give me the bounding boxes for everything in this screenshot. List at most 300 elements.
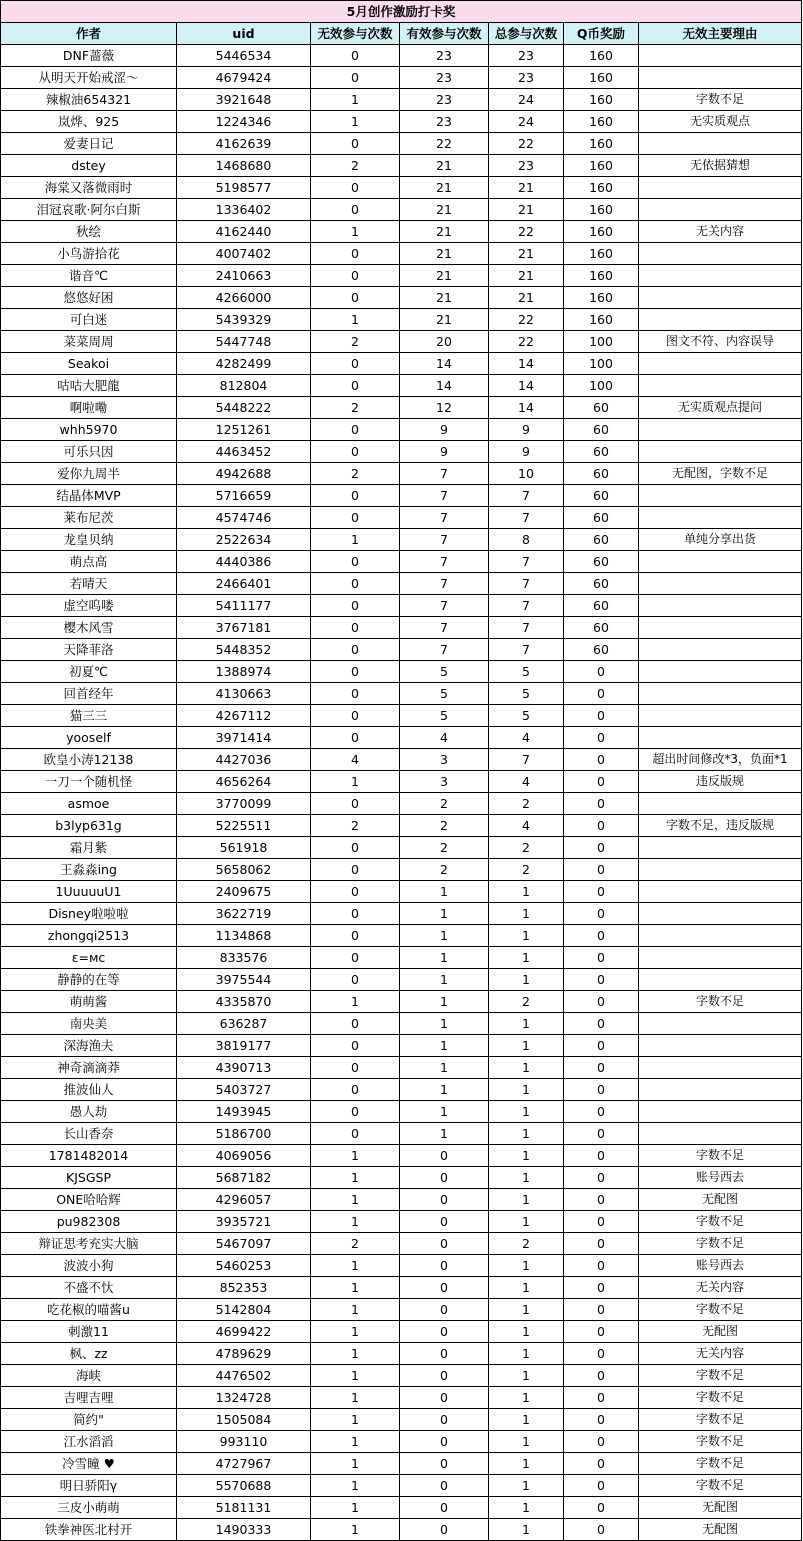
table-row <box>1 1277 802 1299</box>
reason-cell: 无配图 <box>639 1321 802 1343</box>
valid-count-cell: 1 <box>400 1035 489 1057</box>
qcoin-cell: 60 <box>564 441 639 463</box>
reason-cell <box>639 859 802 881</box>
valid-count-cell: 1 <box>400 1013 489 1035</box>
author-cell: 樱木风雪 <box>1 617 177 639</box>
qcoin-cell: 0 <box>564 991 639 1013</box>
table-row <box>1 661 802 683</box>
invalid-count-cell: 0 <box>311 727 400 749</box>
invalid-count-cell: 1 <box>311 1255 400 1277</box>
qcoin-cell: 0 <box>564 859 639 881</box>
table-row <box>1 397 802 419</box>
table-row <box>1 1057 802 1079</box>
valid-count-cell: 2 <box>400 859 489 881</box>
total-count-cell: 7 <box>489 507 564 529</box>
author-cell: 静静的在等 <box>1 969 177 991</box>
author-cell: 吉哩吉哩 <box>1 1387 177 1409</box>
reason-cell: 字数不足 <box>639 1211 802 1233</box>
author-cell: 从明天开始戒涩～ <box>1 67 177 89</box>
total-count-cell: 1 <box>489 1409 564 1431</box>
valid-count-cell: 1 <box>400 1123 489 1145</box>
qcoin-cell: 0 <box>564 683 639 705</box>
column-header-invalid-count: 无效参与次数 <box>311 23 400 45</box>
reason-cell <box>639 617 802 639</box>
author-cell: 谐音℃ <box>1 265 177 287</box>
reason-cell <box>639 1057 802 1079</box>
uid-cell: 2466401 <box>177 573 311 595</box>
table-row <box>1 111 802 133</box>
valid-count-cell: 21 <box>400 287 489 309</box>
total-count-cell: 1 <box>489 1343 564 1365</box>
table-row <box>1 1211 802 1233</box>
uid-cell: 1490333 <box>177 1519 311 1541</box>
valid-count-cell: 3 <box>400 771 489 793</box>
table-row <box>1 155 802 177</box>
invalid-count-cell: 0 <box>311 353 400 375</box>
invalid-count-cell: 0 <box>311 705 400 727</box>
author-cell: 明日骄阳γ <box>1 1475 177 1497</box>
author-cell: 猫三三 <box>1 705 177 727</box>
total-count-cell: 1 <box>489 1123 564 1145</box>
author-cell: 海峡 <box>1 1365 177 1387</box>
uid-cell: 4296057 <box>177 1189 311 1211</box>
table-row <box>1 1299 802 1321</box>
total-count-cell: 14 <box>489 397 564 419</box>
uid-cell: 4162440 <box>177 221 311 243</box>
table-row <box>1 639 802 661</box>
author-cell: 简约" <box>1 1409 177 1431</box>
qcoin-cell: 0 <box>564 1343 639 1365</box>
qcoin-cell: 0 <box>564 925 639 947</box>
total-count-cell: 21 <box>489 177 564 199</box>
uid-cell: 5448222 <box>177 397 311 419</box>
invalid-count-cell: 0 <box>311 243 400 265</box>
total-count-cell: 1 <box>489 1497 564 1519</box>
valid-count-cell: 7 <box>400 507 489 529</box>
qcoin-cell: 160 <box>564 265 639 287</box>
qcoin-cell: 60 <box>564 617 639 639</box>
valid-count-cell: 22 <box>400 133 489 155</box>
author-cell: 江水滔滔 <box>1 1431 177 1453</box>
qcoin-cell: 0 <box>564 793 639 815</box>
qcoin-cell: 0 <box>564 1321 639 1343</box>
author-cell: 咕咕大肥龍 <box>1 375 177 397</box>
valid-count-cell: 7 <box>400 595 489 617</box>
qcoin-cell: 60 <box>564 573 639 595</box>
qcoin-cell: 60 <box>564 507 639 529</box>
reason-cell <box>639 375 802 397</box>
valid-count-cell: 2 <box>400 793 489 815</box>
invalid-count-cell: 0 <box>311 177 400 199</box>
table-row <box>1 221 802 243</box>
uid-cell: 5570688 <box>177 1475 311 1497</box>
qcoin-cell: 0 <box>564 1079 639 1101</box>
reason-cell <box>639 551 802 573</box>
qcoin-cell: 160 <box>564 243 639 265</box>
total-count-cell: 1 <box>489 1453 564 1475</box>
uid-cell: 1388974 <box>177 661 311 683</box>
qcoin-cell: 0 <box>564 1255 639 1277</box>
invalid-count-cell: 0 <box>311 683 400 705</box>
table-row <box>1 45 802 67</box>
uid-cell: 5186700 <box>177 1123 311 1145</box>
author-cell: 吃花椒的喵酱u <box>1 1299 177 1321</box>
table-row <box>1 595 802 617</box>
total-count-cell: 2 <box>489 837 564 859</box>
uid-cell: 4727967 <box>177 1453 311 1475</box>
valid-count-cell: 0 <box>400 1409 489 1431</box>
valid-count-cell: 7 <box>400 573 489 595</box>
table-row <box>1 1519 802 1541</box>
valid-count-cell: 1 <box>400 903 489 925</box>
reason-cell <box>639 45 802 67</box>
uid-cell: 1336402 <box>177 199 311 221</box>
author-cell: 天降菲洛 <box>1 639 177 661</box>
invalid-count-cell: 0 <box>311 969 400 991</box>
uid-cell: 4463452 <box>177 441 311 463</box>
author-cell: 啊啦嘞 <box>1 397 177 419</box>
valid-count-cell: 23 <box>400 89 489 111</box>
invalid-count-cell: 0 <box>311 551 400 573</box>
uid-cell: 5460253 <box>177 1255 311 1277</box>
table-title: 5月创作激励打卡奖 <box>1 1 802 23</box>
qcoin-cell: 0 <box>564 771 639 793</box>
qcoin-cell: 0 <box>564 1189 639 1211</box>
uid-cell: 5142804 <box>177 1299 311 1321</box>
uid-cell: 5687182 <box>177 1167 311 1189</box>
uid-cell: 636287 <box>177 1013 311 1035</box>
qcoin-cell: 0 <box>564 1519 639 1541</box>
total-count-cell: 1 <box>489 1167 564 1189</box>
uid-cell: 4699422 <box>177 1321 311 1343</box>
invalid-count-cell: 1 <box>311 1387 400 1409</box>
total-count-cell: 1 <box>489 925 564 947</box>
uid-cell: 1468680 <box>177 155 311 177</box>
reason-cell: 无依据猜想 <box>639 155 802 177</box>
table-row <box>1 1233 802 1255</box>
author-cell: dstey <box>1 155 177 177</box>
qcoin-cell: 0 <box>564 1013 639 1035</box>
total-count-cell: 21 <box>489 243 564 265</box>
reason-cell: 单纯分享出货 <box>639 529 802 551</box>
reason-cell: 无关内容 <box>639 1277 802 1299</box>
invalid-count-cell: 0 <box>311 287 400 309</box>
author-cell: 霜月紫 <box>1 837 177 859</box>
valid-count-cell: 4 <box>400 727 489 749</box>
invalid-count-cell: 0 <box>311 1057 400 1079</box>
invalid-count-cell: 0 <box>311 441 400 463</box>
valid-count-cell: 14 <box>400 353 489 375</box>
table-row <box>1 793 802 815</box>
invalid-count-cell: 1 <box>311 1343 400 1365</box>
author-cell: 菜菜周周 <box>1 331 177 353</box>
uid-cell: 561918 <box>177 837 311 859</box>
invalid-count-cell: 1 <box>311 1497 400 1519</box>
reason-cell <box>639 309 802 331</box>
reason-cell <box>639 265 802 287</box>
table-row <box>1 485 802 507</box>
author-cell: 枫、zz <box>1 1343 177 1365</box>
author-cell: 海棠又落微雨时 <box>1 177 177 199</box>
total-count-cell: 1 <box>489 1145 564 1167</box>
qcoin-cell: 0 <box>564 881 639 903</box>
qcoin-cell: 60 <box>564 397 639 419</box>
valid-count-cell: 0 <box>400 1211 489 1233</box>
table-row <box>1 67 802 89</box>
total-count-cell: 1 <box>489 969 564 991</box>
qcoin-cell: 0 <box>564 947 639 969</box>
valid-count-cell: 0 <box>400 1431 489 1453</box>
uid-cell: 3767181 <box>177 617 311 639</box>
table-row <box>1 903 802 925</box>
total-count-cell: 7 <box>489 551 564 573</box>
total-count-cell: 23 <box>489 45 564 67</box>
uid-cell: 2410663 <box>177 265 311 287</box>
valid-count-cell: 14 <box>400 375 489 397</box>
total-count-cell: 22 <box>489 221 564 243</box>
reason-cell: 图文不符、内容误导 <box>639 331 802 353</box>
uid-cell: 4440386 <box>177 551 311 573</box>
valid-count-cell: 7 <box>400 463 489 485</box>
invalid-count-cell: 1 <box>311 1409 400 1431</box>
qcoin-cell: 160 <box>564 221 639 243</box>
total-count-cell: 23 <box>489 155 564 177</box>
reason-cell <box>639 661 802 683</box>
uid-cell: 4267112 <box>177 705 311 727</box>
column-header-uid: uid <box>177 23 311 45</box>
total-count-cell: 14 <box>489 375 564 397</box>
reason-cell <box>639 837 802 859</box>
valid-count-cell: 7 <box>400 529 489 551</box>
reason-cell: 字数不足 <box>639 1145 802 1167</box>
author-cell: 结晶体MVP <box>1 485 177 507</box>
uid-cell: 4266000 <box>177 287 311 309</box>
table-row <box>1 199 802 221</box>
author-cell: 回首经年 <box>1 683 177 705</box>
reason-cell <box>639 727 802 749</box>
uid-cell: 812804 <box>177 375 311 397</box>
invalid-count-cell: 1 <box>311 1321 400 1343</box>
table-row <box>1 1475 802 1497</box>
total-count-cell: 1 <box>489 1365 564 1387</box>
table-row <box>1 265 802 287</box>
valid-count-cell: 0 <box>400 1167 489 1189</box>
reason-cell <box>639 947 802 969</box>
invalid-count-cell: 1 <box>311 221 400 243</box>
valid-count-cell: 0 <box>400 1277 489 1299</box>
reason-cell: 账号西去 <box>639 1167 802 1189</box>
author-cell: 爱你九周半 <box>1 463 177 485</box>
valid-count-cell: 1 <box>400 969 489 991</box>
total-count-cell: 1 <box>489 1255 564 1277</box>
qcoin-cell: 0 <box>564 1365 639 1387</box>
invalid-count-cell: 0 <box>311 859 400 881</box>
reason-cell <box>639 441 802 463</box>
table-row <box>1 1409 802 1431</box>
reason-cell: 无实质观点 <box>639 111 802 133</box>
author-cell: 南央美 <box>1 1013 177 1035</box>
invalid-count-cell: 1 <box>311 89 400 111</box>
uid-cell: 4427036 <box>177 749 311 771</box>
reason-cell <box>639 683 802 705</box>
total-count-cell: 1 <box>489 1519 564 1541</box>
valid-count-cell: 23 <box>400 67 489 89</box>
reason-cell <box>639 969 802 991</box>
qcoin-cell: 0 <box>564 1409 639 1431</box>
reason-cell <box>639 243 802 265</box>
reason-cell: 违反版规 <box>639 771 802 793</box>
valid-count-cell: 12 <box>400 397 489 419</box>
table-row <box>1 1145 802 1167</box>
qcoin-cell: 0 <box>564 1233 639 1255</box>
author-cell: whh5970 <box>1 419 177 441</box>
invalid-count-cell: 0 <box>311 45 400 67</box>
table-row <box>1 89 802 111</box>
uid-cell: 5181131 <box>177 1497 311 1519</box>
invalid-count-cell: 1 <box>311 309 400 331</box>
reason-cell: 账号西去 <box>639 1255 802 1277</box>
table-row <box>1 815 802 837</box>
invalid-count-cell: 0 <box>311 793 400 815</box>
author-cell: 不盛不忕 <box>1 1277 177 1299</box>
qcoin-cell: 60 <box>564 485 639 507</box>
qcoin-cell: 160 <box>564 287 639 309</box>
uid-cell: 2409675 <box>177 881 311 903</box>
uid-cell: 5411177 <box>177 595 311 617</box>
uid-cell: 3819177 <box>177 1035 311 1057</box>
invalid-count-cell: 2 <box>311 397 400 419</box>
invalid-count-cell: 0 <box>311 617 400 639</box>
qcoin-cell: 0 <box>564 1497 639 1519</box>
total-count-cell: 4 <box>489 771 564 793</box>
table-row <box>1 1497 802 1519</box>
table-row <box>1 969 802 991</box>
invalid-count-cell: 1 <box>311 1167 400 1189</box>
table-row <box>1 617 802 639</box>
qcoin-cell: 60 <box>564 463 639 485</box>
qcoin-cell: 60 <box>564 595 639 617</box>
invalid-count-cell: 0 <box>311 1101 400 1123</box>
total-count-cell: 1 <box>489 1299 564 1321</box>
reason-cell: 无关内容 <box>639 1343 802 1365</box>
total-count-cell: 22 <box>489 133 564 155</box>
qcoin-cell: 0 <box>564 903 639 925</box>
total-count-cell: 10 <box>489 463 564 485</box>
total-count-cell: 1 <box>489 1211 564 1233</box>
invalid-count-cell: 2 <box>311 1233 400 1255</box>
qcoin-cell: 0 <box>564 1145 639 1167</box>
title-row <box>1 1 802 23</box>
total-count-cell: 7 <box>489 749 564 771</box>
author-cell: b3lyp631g <box>1 815 177 837</box>
author-cell: 岚烨、925 <box>1 111 177 133</box>
reason-cell <box>639 419 802 441</box>
qcoin-cell: 0 <box>564 727 639 749</box>
invalid-count-cell: 1 <box>311 1145 400 1167</box>
qcoin-cell: 160 <box>564 155 639 177</box>
column-header-valid-count: 有效参与次数 <box>400 23 489 45</box>
uid-cell: 5467097 <box>177 1233 311 1255</box>
valid-count-cell: 0 <box>400 1453 489 1475</box>
author-cell: 小鸟游拾花 <box>1 243 177 265</box>
total-count-cell: 2 <box>489 1233 564 1255</box>
qcoin-cell: 0 <box>564 749 639 771</box>
author-cell: 长山香奈 <box>1 1123 177 1145</box>
invalid-count-cell: 0 <box>311 265 400 287</box>
valid-count-cell: 0 <box>400 1365 489 1387</box>
author-cell: 爱妻日记 <box>1 133 177 155</box>
reason-cell: 字数不足 <box>639 991 802 1013</box>
column-header-invalid-reason: 无效主要理由 <box>639 23 802 45</box>
author-cell: 辣椒油654321 <box>1 89 177 111</box>
invalid-count-cell: 0 <box>311 1013 400 1035</box>
author-cell: 神奇滴滴莽 <box>1 1057 177 1079</box>
table-row <box>1 529 802 551</box>
uid-cell: 993110 <box>177 1431 311 1453</box>
reason-cell: 无配图 <box>639 1497 802 1519</box>
author-cell: 冷雪瞳 ♥ <box>1 1453 177 1475</box>
valid-count-cell: 5 <box>400 683 489 705</box>
qcoin-cell: 160 <box>564 111 639 133</box>
reason-cell <box>639 67 802 89</box>
column-header-qcoin-reward: Q币奖励 <box>564 23 639 45</box>
table-row <box>1 947 802 969</box>
invalid-count-cell: 0 <box>311 67 400 89</box>
valid-count-cell: 21 <box>400 309 489 331</box>
invalid-count-cell: 2 <box>311 331 400 353</box>
total-count-cell: 9 <box>489 419 564 441</box>
valid-count-cell: 21 <box>400 221 489 243</box>
author-cell: 三皮小萌萌 <box>1 1497 177 1519</box>
valid-count-cell: 0 <box>400 1343 489 1365</box>
valid-count-cell: 1 <box>400 881 489 903</box>
table-row <box>1 243 802 265</box>
total-count-cell: 1 <box>489 1079 564 1101</box>
author-cell: KJSGSP <box>1 1167 177 1189</box>
author-cell: 1UuuuuU1 <box>1 881 177 903</box>
reason-cell: 无实质观点提问 <box>639 397 802 419</box>
valid-count-cell: 0 <box>400 1233 489 1255</box>
author-cell: 深海渔夫 <box>1 1035 177 1057</box>
author-cell: 龙皇贝纳 <box>1 529 177 551</box>
invalid-count-cell: 1 <box>311 111 400 133</box>
qcoin-cell: 0 <box>564 1277 639 1299</box>
total-count-cell: 23 <box>489 67 564 89</box>
valid-count-cell: 0 <box>400 1299 489 1321</box>
author-cell: 莱布尼茨 <box>1 507 177 529</box>
valid-count-cell: 5 <box>400 661 489 683</box>
author-cell: 刺激11 <box>1 1321 177 1343</box>
author-cell: 波波小狗 <box>1 1255 177 1277</box>
author-cell: 一刀一个随机怪 <box>1 771 177 793</box>
invalid-count-cell: 0 <box>311 485 400 507</box>
total-count-cell: 1 <box>489 1321 564 1343</box>
reason-cell <box>639 573 802 595</box>
author-cell: 秋绘 <box>1 221 177 243</box>
qcoin-cell: 0 <box>564 969 639 991</box>
uid-cell: 4162639 <box>177 133 311 155</box>
author-cell: 1781482014 <box>1 1145 177 1167</box>
qcoin-cell: 0 <box>564 661 639 683</box>
table-row <box>1 573 802 595</box>
uid-cell: 4942688 <box>177 463 311 485</box>
uid-cell: 3975544 <box>177 969 311 991</box>
invalid-count-cell: 0 <box>311 639 400 661</box>
total-count-cell: 2 <box>489 793 564 815</box>
qcoin-cell: 0 <box>564 1101 639 1123</box>
table-row <box>1 419 802 441</box>
invalid-count-cell: 1 <box>311 1431 400 1453</box>
